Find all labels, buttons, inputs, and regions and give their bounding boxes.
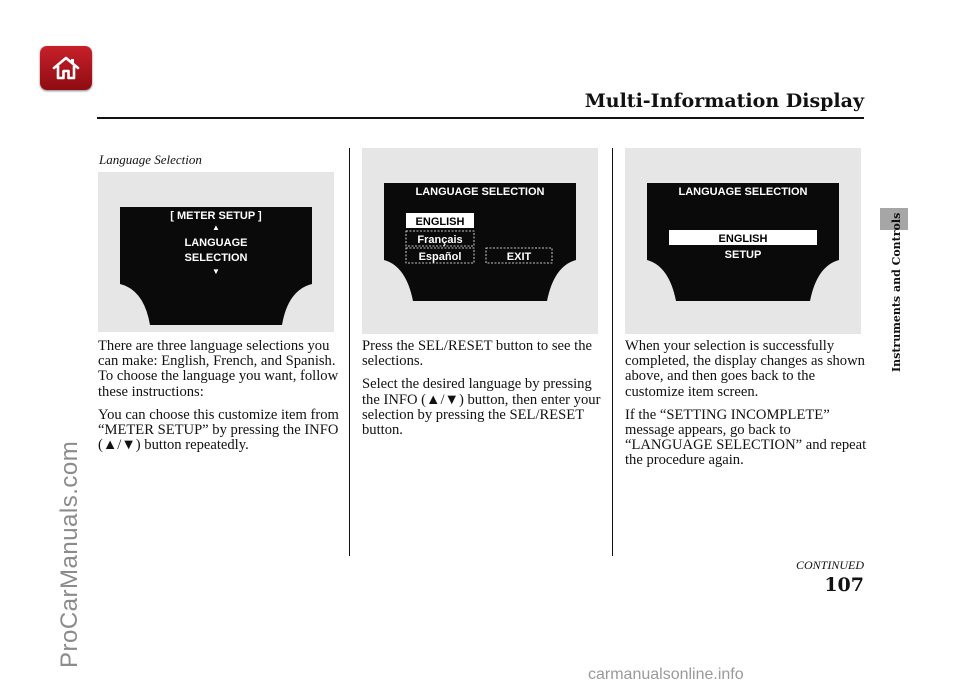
- paragraph: When your selection is successfully completed, the display changes as shown above, and then goes back to the customize item screen.: [625, 338, 865, 400]
- paragraph: Press the SEL/RESET button to see the selections.: [362, 338, 592, 370]
- display-screen-meter-setup: [98, 172, 334, 332]
- continued-label: CONTINUED: [795, 558, 864, 572]
- option-espanol: Español: [418, 251, 462, 263]
- paragraph: There are three language selections you can make: English, French, and Spanish. To choose the language you want, follow these instructions:: [98, 338, 339, 400]
- figure-caption: Language Selection: [99, 152, 202, 167]
- watermark-side: ProCarManuals.com: [56, 440, 83, 668]
- middle-column-text: [362, 339, 606, 446]
- header-rule: [97, 117, 864, 119]
- option-exit: EXIT: [506, 251, 532, 263]
- option-english: ENGLISH: [415, 216, 465, 228]
- screen-line-english: ENGLISH: [718, 233, 768, 245]
- screen-line-selection: SELECTION: [184, 252, 248, 264]
- screen-title: LANGUAGE SELECTION: [678, 186, 808, 198]
- screen-up-arrow: ▲: [212, 223, 220, 232]
- section-side-label: Instruments and Controls: [890, 212, 903, 372]
- home-button[interactable]: [40, 46, 92, 90]
- screen-line-setup: SETUP: [724, 249, 762, 261]
- figure-english-setup: [625, 148, 861, 334]
- paragraph: If the “SETTING INCOMPLETE” message appears, go back to “LANGUAGE SELECTION” and repeat the procedure again.: [625, 406, 867, 469]
- page-title: Multi-Information Display: [584, 90, 864, 112]
- option-francais: Français: [417, 234, 463, 246]
- watermark-bottom: carmanualsonline.info: [588, 666, 744, 683]
- left-column-text: [98, 339, 342, 461]
- screen-down-arrow: ▼: [212, 267, 220, 276]
- column-divider-2: [612, 148, 613, 556]
- figure-meter-setup: [98, 172, 334, 332]
- screen-title: LANGUAGE SELECTION: [415, 186, 545, 198]
- display-screen-english-setup: [625, 148, 861, 334]
- paragraph: You can choose this customize item from “METER SETUP” by pressing the INFO (▲/▼) button repeatedly.: [98, 406, 339, 454]
- screen-line-meter-setup: [ METER SETUP ]: [170, 210, 262, 222]
- page-number: 107: [824, 574, 864, 596]
- screen-line-language: LANGUAGE: [184, 237, 248, 249]
- column-divider-1: [349, 148, 350, 556]
- figure-language-selection: [362, 148, 598, 334]
- display-screen-language-selection: [362, 148, 598, 334]
- paragraph: Select the desired language by pressing the INFO (▲/▼) button, then enter your selection by pressing the SEL/RESET button.: [362, 376, 601, 439]
- home-icon: [51, 55, 81, 81]
- right-column-text: [625, 339, 869, 477]
